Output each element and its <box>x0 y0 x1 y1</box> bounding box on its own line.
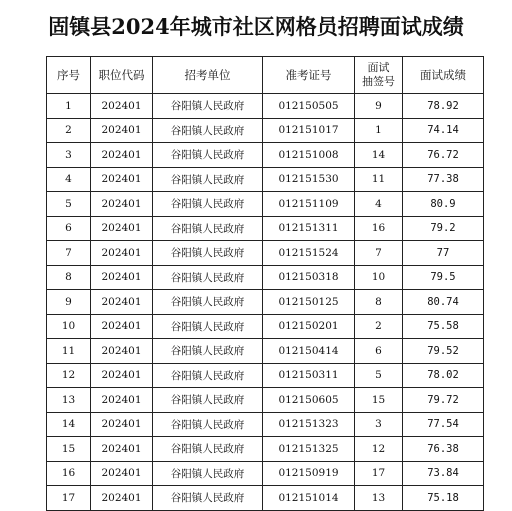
cell-score: 79.5 <box>403 265 484 290</box>
cell-ticket: 012150201 <box>263 314 355 339</box>
table-row <box>47 363 484 388</box>
header-draw-line2: 抽签号 <box>362 75 395 88</box>
cell-position-code: 202401 <box>91 94 153 119</box>
cell-ticket: 012151311 <box>263 216 355 241</box>
cell-seq: 4 <box>47 167 91 192</box>
cell-draw-number: 17 <box>355 461 403 486</box>
cell-ticket: 012150125 <box>263 290 355 315</box>
cell-unit: 谷阳镇人民政府 <box>153 363 263 388</box>
cell-position-code: 202401 <box>91 437 153 462</box>
cell-draw-number: 11 <box>355 167 403 192</box>
cell-score: 77.54 <box>403 412 484 437</box>
cell-position-code: 202401 <box>91 363 153 388</box>
cell-position-code: 202401 <box>91 388 153 413</box>
cell-draw-number: 2 <box>355 314 403 339</box>
cell-ticket: 012150605 <box>263 388 355 413</box>
cell-position-code: 202401 <box>91 143 153 168</box>
table-header <box>47 57 484 94</box>
header-position-code: 职位代码 <box>91 57 153 94</box>
cell-draw-number: 10 <box>355 265 403 290</box>
cell-seq: 5 <box>47 192 91 217</box>
table-row <box>47 314 484 339</box>
cell-position-code: 202401 <box>91 167 153 192</box>
cell-seq: 2 <box>47 118 91 143</box>
cell-seq: 11 <box>47 339 91 364</box>
cell-seq: 16 <box>47 461 91 486</box>
table-body <box>47 94 484 511</box>
cell-draw-number: 4 <box>355 192 403 217</box>
cell-position-code: 202401 <box>91 192 153 217</box>
cell-draw-number: 7 <box>355 241 403 266</box>
cell-seq: 7 <box>47 241 91 266</box>
table-row <box>47 192 484 217</box>
header-seq: 序号 <box>47 57 91 94</box>
cell-unit: 谷阳镇人民政府 <box>153 94 263 119</box>
cell-ticket: 012150505 <box>263 94 355 119</box>
cell-unit: 谷阳镇人民政府 <box>153 143 263 168</box>
cell-unit: 谷阳镇人民政府 <box>153 339 263 364</box>
cell-ticket: 012151325 <box>263 437 355 462</box>
header-score: 面试成绩 <box>403 57 484 94</box>
header-unit: 招考单位 <box>153 57 263 94</box>
cell-unit: 谷阳镇人民政府 <box>153 167 263 192</box>
cell-ticket: 012151017 <box>263 118 355 143</box>
cell-seq: 3 <box>47 143 91 168</box>
cell-unit: 谷阳镇人民政府 <box>153 486 263 511</box>
table-row <box>47 486 484 511</box>
cell-seq: 15 <box>47 437 91 462</box>
table-row <box>47 412 484 437</box>
table-row <box>47 339 484 364</box>
cell-score: 79.72 <box>403 388 484 413</box>
cell-position-code: 202401 <box>91 216 153 241</box>
cell-score: 77 <box>403 241 484 266</box>
cell-seq: 13 <box>47 388 91 413</box>
table-row <box>47 388 484 413</box>
cell-seq: 14 <box>47 412 91 437</box>
cell-unit: 谷阳镇人民政府 <box>153 192 263 217</box>
cell-position-code: 202401 <box>91 118 153 143</box>
header-ticket: 准考证号 <box>263 57 355 94</box>
cell-ticket: 012150919 <box>263 461 355 486</box>
cell-seq: 10 <box>47 314 91 339</box>
table-row <box>47 241 484 266</box>
table-row <box>47 461 484 486</box>
cell-draw-number: 1 <box>355 118 403 143</box>
cell-ticket: 012150311 <box>263 363 355 388</box>
cell-seq: 6 <box>47 216 91 241</box>
cell-position-code: 202401 <box>91 412 153 437</box>
cell-draw-number: 6 <box>355 339 403 364</box>
header-draw <box>355 57 403 94</box>
cell-ticket: 012151014 <box>263 486 355 511</box>
cell-position-code: 202401 <box>91 265 153 290</box>
cell-position-code: 202401 <box>91 241 153 266</box>
cell-score: 73.84 <box>403 461 484 486</box>
cell-seq: 12 <box>47 363 91 388</box>
cell-position-code: 202401 <box>91 290 153 315</box>
page-title: 固镇县2024年城市社区网格员招聘面试成绩 <box>48 14 464 39</box>
cell-position-code: 202401 <box>91 314 153 339</box>
cell-seq: 17 <box>47 486 91 511</box>
cell-score: 74.14 <box>403 118 484 143</box>
table-row <box>47 216 484 241</box>
table-row <box>47 143 484 168</box>
cell-score: 80.74 <box>403 290 484 315</box>
table-row <box>47 437 484 462</box>
cell-ticket: 012150414 <box>263 339 355 364</box>
cell-draw-number: 16 <box>355 216 403 241</box>
table-row <box>47 290 484 315</box>
cell-unit: 谷阳镇人民政府 <box>153 461 263 486</box>
cell-score: 75.58 <box>403 314 484 339</box>
cell-unit: 谷阳镇人民政府 <box>153 290 263 315</box>
cell-draw-number: 3 <box>355 412 403 437</box>
cell-unit: 谷阳镇人民政府 <box>153 388 263 413</box>
header-row <box>47 57 484 94</box>
cell-ticket: 012151109 <box>263 192 355 217</box>
cell-draw-number: 15 <box>355 388 403 413</box>
cell-unit: 谷阳镇人民政府 <box>153 241 263 266</box>
cell-unit: 谷阳镇人民政府 <box>153 314 263 339</box>
cell-unit: 谷阳镇人民政府 <box>153 216 263 241</box>
cell-unit: 谷阳镇人民政府 <box>153 437 263 462</box>
cell-position-code: 202401 <box>91 486 153 511</box>
cell-draw-number: 5 <box>355 363 403 388</box>
cell-score: 76.38 <box>403 437 484 462</box>
cell-score: 79.2 <box>403 216 484 241</box>
cell-seq: 8 <box>47 265 91 290</box>
cell-unit: 谷阳镇人民政府 <box>153 118 263 143</box>
cell-draw-number: 8 <box>355 290 403 315</box>
cell-draw-number: 13 <box>355 486 403 511</box>
cell-position-code: 202401 <box>91 461 153 486</box>
table-row <box>47 118 484 143</box>
cell-score: 78.02 <box>403 363 484 388</box>
cell-score: 79.52 <box>403 339 484 364</box>
cell-score: 80.9 <box>403 192 484 217</box>
scores-table <box>46 56 484 511</box>
cell-ticket: 012151008 <box>263 143 355 168</box>
cell-draw-number: 9 <box>355 94 403 119</box>
cell-seq: 1 <box>47 94 91 119</box>
cell-ticket: 012151524 <box>263 241 355 266</box>
cell-unit: 谷阳镇人民政府 <box>153 412 263 437</box>
table-row <box>47 94 484 119</box>
cell-score: 75.18 <box>403 486 484 511</box>
cell-unit: 谷阳镇人民政府 <box>153 265 263 290</box>
cell-draw-number: 12 <box>355 437 403 462</box>
cell-ticket: 012151530 <box>263 167 355 192</box>
cell-seq: 9 <box>47 290 91 315</box>
cell-position-code: 202401 <box>91 339 153 364</box>
table-row <box>47 265 484 290</box>
cell-ticket: 012150318 <box>263 265 355 290</box>
cell-score: 77.38 <box>403 167 484 192</box>
cell-ticket: 012151323 <box>263 412 355 437</box>
cell-score: 78.92 <box>403 94 484 119</box>
header-draw-line1: 面试 <box>367 61 390 74</box>
cell-draw-number: 14 <box>355 143 403 168</box>
table-row <box>47 167 484 192</box>
cell-score: 76.72 <box>403 143 484 168</box>
